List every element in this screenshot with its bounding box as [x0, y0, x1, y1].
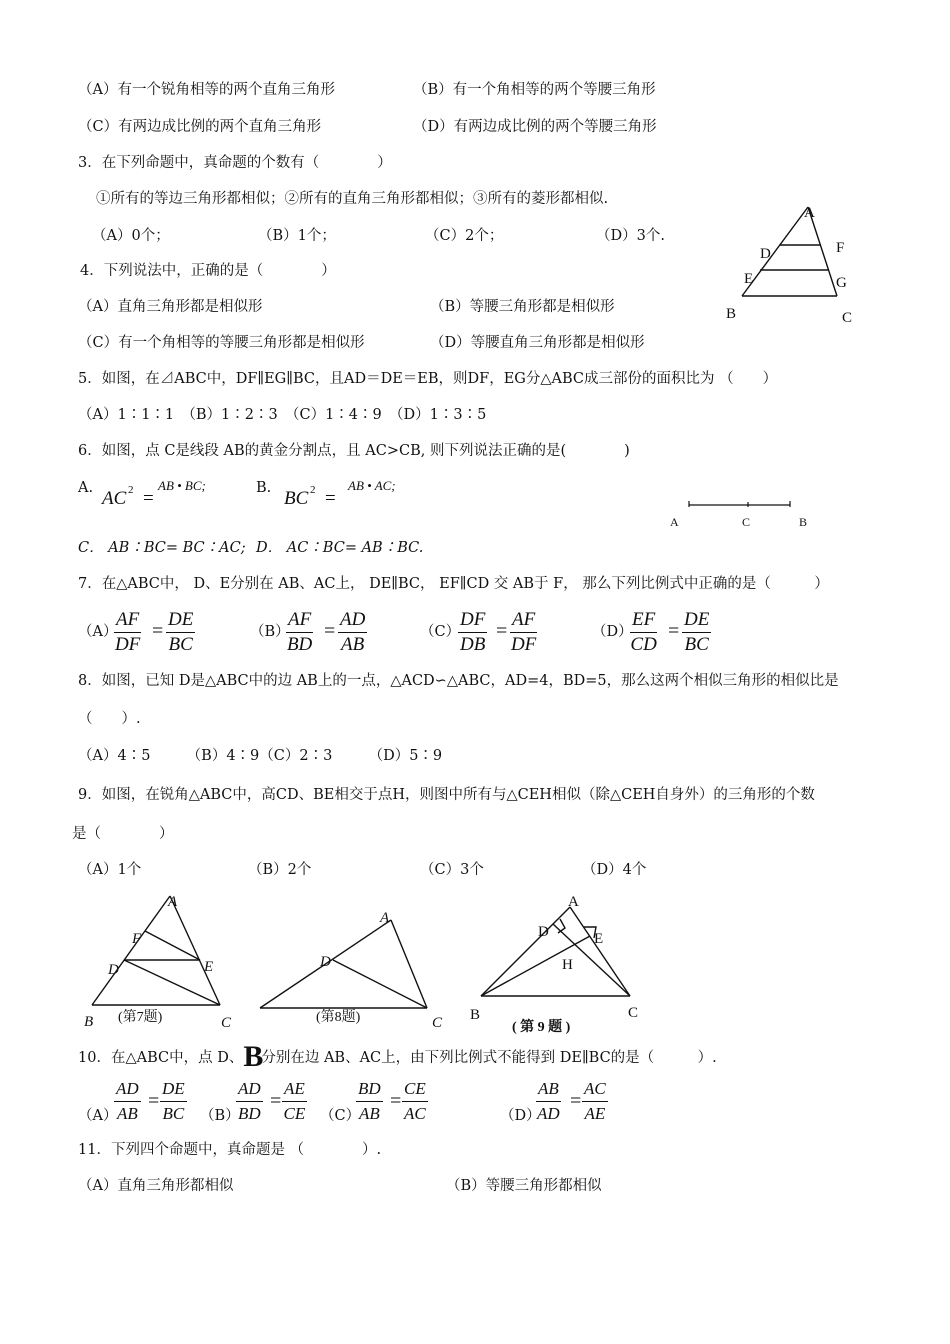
q11-stem: 11．下列四个命题中，真命题是 （ ）. — [78, 1142, 382, 1158]
q10-option-c: （C） — [320, 1108, 361, 1124]
q10-d-fraction-right: $\frac{AC}{AE}$ — [584, 1079, 606, 1123]
q6-option-b-rhs: AB • AC; — [348, 478, 396, 493]
fig5-label-e: E — [744, 271, 754, 287]
q11-option-b: （B）等腰三角形都相似 — [446, 1178, 602, 1194]
fig9-label-h: H — [562, 957, 573, 973]
q10-c-fraction-right: $\frac{CE}{AC}$ — [404, 1079, 426, 1123]
q6-option-a-label: A. — [78, 480, 94, 496]
q4-option-b: （B）等腰三角形都是相似形 — [430, 299, 615, 315]
q10-option-a: （A） — [78, 1108, 118, 1124]
fig7-label-d: D — [108, 962, 119, 978]
q7-option-a: （A） — [78, 624, 118, 640]
q4-option-a: （A）直角三角形都是相似形 — [78, 299, 263, 315]
fig5-label-f: F — [836, 240, 845, 256]
segment-label-b: B — [799, 515, 808, 529]
fig8-label-a: A — [380, 910, 390, 926]
q6-option-c: C． AB∶BC= BC∶AC; — [78, 540, 246, 556]
q3-option-b: （B）1个； — [258, 228, 336, 244]
fig9-caption: ( 第 9 题 ) — [512, 1020, 571, 1035]
q7-option-d: （D） — [592, 624, 633, 640]
fig7-label-b: B — [84, 1014, 94, 1030]
fig7-label-a: A — [168, 894, 178, 910]
fig8-label-d: D — [320, 954, 331, 970]
q9-option-a: （A）1个 — [78, 862, 142, 878]
fig5-label-b: B — [726, 306, 737, 322]
q2-option-c: （C）有两边成比例的两个直角三角形 — [78, 119, 322, 135]
fig7-label-f: F — [132, 931, 142, 947]
q8-options: （A）4∶5 （B）4∶9（C）2∶3 （D）5∶9 — [78, 748, 443, 764]
q10-b-fraction-left: $\frac{AD}{BD}$ — [238, 1079, 261, 1123]
q7-option-b: （B） — [250, 624, 290, 640]
fig5-label-g: G — [836, 275, 847, 291]
fig9-label-c: C — [628, 1005, 639, 1021]
q7-d-fraction-left: $\frac{EF}{CD}$ — [630, 609, 657, 655]
q7-d-equals: = — [668, 620, 680, 642]
q9-option-c: （C）3个 — [420, 862, 484, 878]
q7-stem: 7．在△ABC中， D、E分别在 AB、AC上， DE∥BC， EF∥CD 交 AB于 F， 那么下列比例式中正确的是（ ） — [78, 576, 829, 592]
q10-option-d: （D） — [500, 1108, 541, 1124]
segment-label-a: A — [670, 515, 679, 529]
fig7-caption: (第7题) — [118, 1010, 163, 1025]
q6-option-a-equals: = — [143, 488, 154, 509]
fig7-segment-ef — [145, 931, 200, 960]
fig5-label-a: A — [804, 205, 815, 221]
q10-d-fraction-left: $\frac{AB}{AD}$ — [537, 1079, 560, 1123]
fig8-label-c: C — [432, 1015, 443, 1031]
q10-a-equals: = — [148, 1090, 160, 1112]
fig8-triangle — [260, 920, 427, 1008]
q6-option-b-label: B. — [256, 480, 272, 496]
q7-option-c: （C） — [420, 624, 461, 640]
fig9-label-a: A — [568, 894, 579, 910]
q4-stem: 4．下列说法中，正确的是（ ） — [80, 263, 336, 279]
q5-options: （A）1∶1∶1 （B）1∶2∶3 （C）1∶4∶9 （D）1∶3∶5 — [78, 407, 487, 423]
q10-d-equals: = — [570, 1090, 582, 1112]
q9-stem-blank: 是（ ） — [72, 826, 174, 842]
fig7-label-c: C — [221, 1015, 232, 1031]
fig5-label-d: D — [760, 246, 771, 262]
q2-option-d: （D）有两边成比例的两个等腰三角形 — [413, 119, 657, 135]
q7-b-equals: = — [324, 620, 336, 642]
fig7-triangle — [92, 896, 220, 1005]
segment-label-c: C — [742, 515, 751, 529]
fig8-caption: (第8题) — [316, 1010, 361, 1025]
q8-stem: 8．如图，已知 D是△ABC中的边 AB上的一点，△ACD∽△ABC，AD=4，BD=5，那么这两个相似三角形的相似比是 — [78, 673, 839, 689]
q2-option-b: （B）有一个角相等的两个等腰三角形 — [413, 82, 656, 98]
q9-stem: 9．如图，在锐角△ABC中，高CD、BE相交于点H，则图中所有与△CEH相似（除△CEH自身外）的三角形的个数 — [78, 787, 815, 803]
q10-a-fraction-right: $\frac{DE}{BC}$ — [162, 1079, 185, 1123]
q10-c-equals: = — [390, 1090, 402, 1112]
fig9-label-d: D — [538, 924, 549, 940]
q10-stray-letter: B — [243, 1040, 262, 1073]
q10-stem-end: 分别在边 AB、AC上，由下列比例式不能得到 DE∥BC的是（ ）. — [261, 1050, 717, 1066]
q7-a-equals: = — [152, 620, 164, 642]
q7-b-fraction-right: $\frac{AD}{AB}$ — [340, 609, 366, 655]
q3-stem: 3．在下列命题中，真命题的个数有（ ） — [78, 155, 392, 171]
q3-statement: ①所有的等边三角形都相似；②所有的直角三角形都相似；③所有的菱形都相似. — [96, 191, 609, 207]
q10-c-fraction-left: $\frac{BD}{AB}$ — [358, 1079, 381, 1123]
q9-option-d: （D）4个 — [582, 862, 647, 878]
fig9-label-b: B — [470, 1007, 481, 1023]
q7-b-fraction-left: $\frac{AF}{BD}$ — [286, 609, 313, 655]
q7-a-fraction-right: $\frac{DE}{BC}$ — [168, 609, 194, 655]
fig9-right-angle-d — [558, 919, 565, 933]
q6-option-a-exponent: 2 — [128, 484, 134, 496]
q7-c-equals: = — [496, 620, 508, 642]
q6-option-a-lhs: AC — [102, 488, 127, 509]
q10-stem-start: 10．在△ABC中，点 D、 — [78, 1050, 244, 1066]
q10-b-equals: = — [270, 1090, 282, 1112]
fig5-label-c: C — [842, 310, 853, 326]
q7-d-fraction-right: $\frac{DE}{BC}$ — [684, 609, 710, 655]
q7-c-fraction-right: $\frac{AF}{DF}$ — [510, 609, 537, 655]
q4-option-c: （C）有一个角相等的等腰三角形都是相似形 — [78, 335, 365, 351]
fig8-segment-cd — [333, 960, 427, 1008]
fig7-label-e: E — [204, 959, 214, 975]
q7-c-fraction-left: $\frac{DF}{DB}$ — [460, 609, 486, 655]
q2-option-a: （A）有一个锐角相等的两个直角三角形 — [78, 82, 335, 98]
q9-option-b: （B）2个 — [248, 862, 312, 878]
q10-option-b: （B） — [200, 1108, 240, 1124]
q10-a-fraction-left: $\frac{AD}{AB}$ — [116, 1079, 139, 1123]
q10-b-fraction-right: $\frac{AE}{CE}$ — [283, 1079, 306, 1123]
q11-option-a: （A）直角三角形都相似 — [78, 1178, 234, 1194]
q5-stem: 5．如图，在⊿ABC中，DF∥EG∥BC，且AD＝DE＝EB，则DF，EG分△ABC成三部份的面积比为 （ ） — [78, 371, 778, 387]
fig9-label-e: E — [594, 931, 604, 947]
fig9-altitude-be — [481, 936, 590, 996]
q4-option-d: （D）等腰直角三角形都是相似形 — [430, 335, 645, 351]
fig9-triangle — [481, 907, 630, 996]
q6-option-d: D． AC∶BC= AB∶BC. — [256, 540, 424, 556]
q6-option-b-equals: = — [325, 488, 336, 509]
q3-option-c: （C）2个； — [425, 228, 504, 244]
q6-option-a-rhs: AB • BC; — [158, 478, 206, 493]
q7-a-fraction-left: $\frac{AF}{DF}$ — [114, 609, 141, 655]
q3-option-d: （D）3个. — [596, 228, 665, 244]
q10-stem — [78, 1040, 717, 1073]
q6-stem: 6．如图，点 C是线段 AB的黄金分割点，且 AC>CB, 则下列说法正确的是( ) — [78, 443, 630, 459]
q6-option-b-exponent: 2 — [310, 484, 316, 496]
q3-option-a: （A）0个； — [92, 228, 170, 244]
q6-option-b-lhs: BC — [284, 488, 309, 509]
q8-stem-blank: （ ）. — [78, 711, 141, 727]
